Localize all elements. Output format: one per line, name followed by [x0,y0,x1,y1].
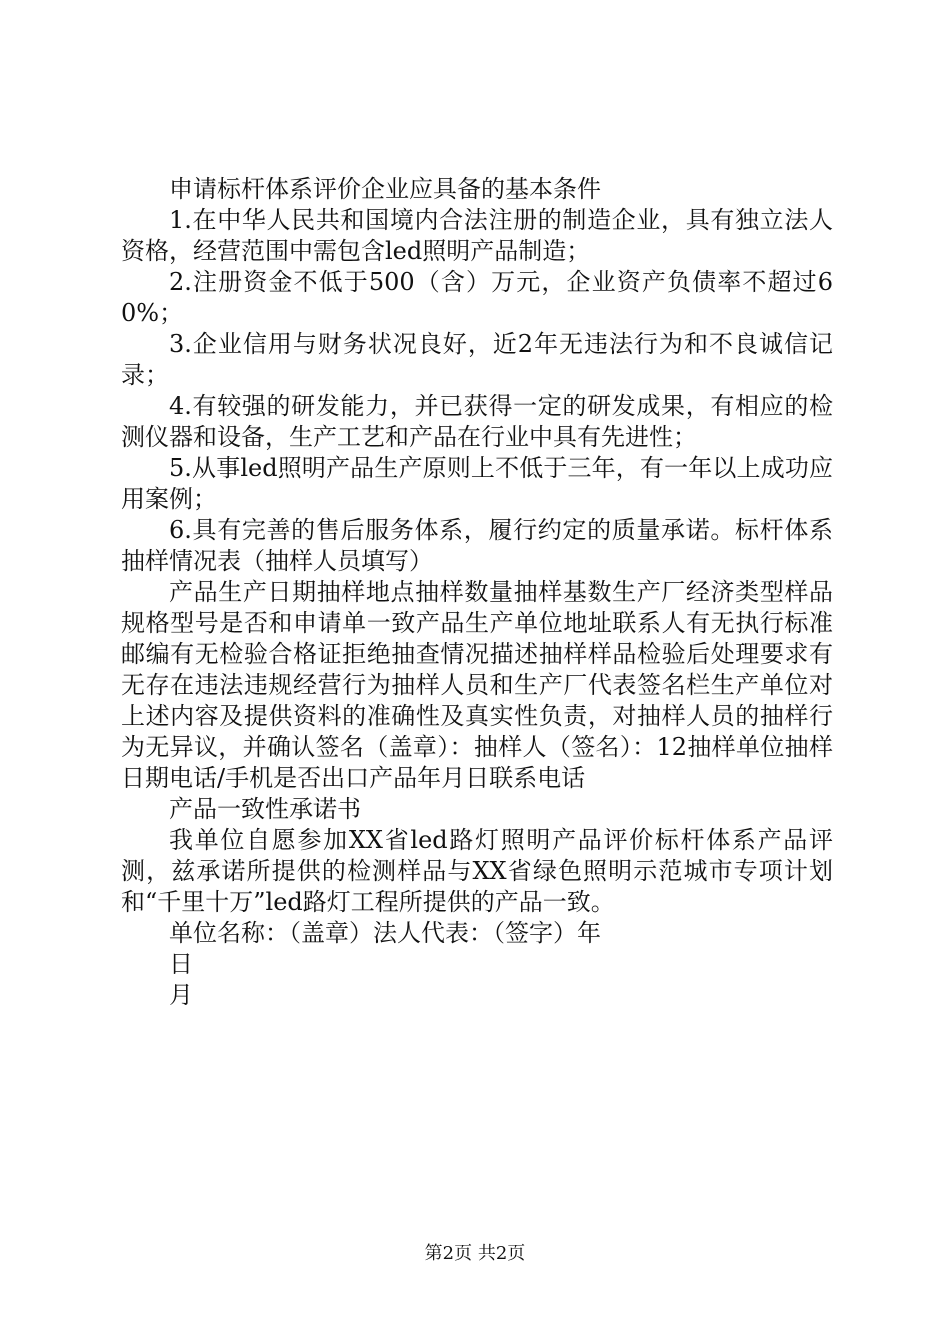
document-body [121,174,833,1011]
date-day: 日 [169,950,193,978]
commitment-title: 产品一致性承诺书 [169,795,361,823]
signature-line: 单位名称：（盖章）法人代表：（签字）年 [169,919,601,947]
sampling-form-text: 产品生产日期抽样地点抽样数量抽样基数生产厂经济类型样品规格型号是否和申请单一致产品生产单位地址联系人有无执行标准邮编有无检验合格证拒绝抽查情况描述抽样样品检验后处理要求有无存在违法违规经营行为抽样人员和生产厂代表签名栏生产单位对上述内容及提供资料的准确性及真实性负责，对抽样人员的抽样行为无异议，并确认签名（盖章）：抽样人（签名）：12抽样单位抽样日期电话/手机是否出口产品年月日联系电话 [121,578,833,792]
commitment-text: 我单位自愿参加XX省led路灯照明产品评价标杆体系产品评测，兹承诺所提供的检测样品与XX省绿色照明示范城市专项计划和“千里十万”led路灯工程所提供的产品一致。 [121,826,833,916]
condition-item: 2.注册资金不低于500（含）万元，企业资产负债率不超过60%； [121,268,833,327]
condition-item: 5.从事led照明产品生产原则上不低于三年，有一年以上成功应用案例； [121,454,833,513]
condition-item: 4.有较强的研发能力，并已获得一定的研发成果，有相应的检测仪器和设备，生产工艺和产品在行业中具有先进性； [121,392,833,451]
page-footer: 第2页 共2页 [424,1243,526,1264]
section-heading: 申请标杆体系评价企业应具备的基本条件 [169,175,601,203]
condition-item: 1.在中华人民共和国境内合法注册的制造企业，具有独立法人资格，经营范围中需包含led照明产品制造； [121,206,833,265]
date-month: 月 [169,981,193,1009]
condition-item: 6.具有完善的售后服务体系，履行约定的质量承诺。标杆体系抽样情况表（抽样人员填写） [121,516,833,575]
condition-item: 3.企业信用与财务状况良好，近2年无违法行为和不良诚信记录； [121,330,833,389]
